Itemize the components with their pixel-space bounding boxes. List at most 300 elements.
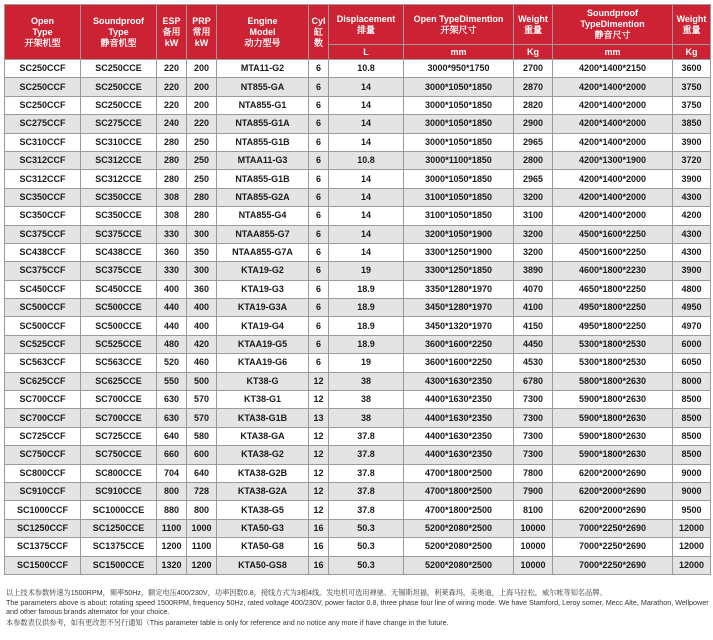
- soundproof-dimension-cell: 5900*1800*2630: [553, 409, 673, 427]
- esp-cell: 630: [157, 409, 187, 427]
- soundproof-weight-cell: 3900: [673, 262, 711, 280]
- cylinders-cell: 12: [309, 446, 329, 464]
- open-dimension-cell: 3000*1100*1850: [404, 151, 514, 169]
- open-type-cell: SC910CCF: [5, 482, 81, 500]
- displacement-cell: 37.8: [329, 427, 404, 445]
- prp-cell: 600: [187, 446, 217, 464]
- displacement-cell: 18.9: [329, 317, 404, 335]
- open-type-cell: SC250CCF: [5, 60, 81, 78]
- soundproof-type-cell: SC700CCE: [81, 391, 157, 409]
- displacement-cell: 37.8: [329, 464, 404, 482]
- table-row: [5, 280, 711, 298]
- cylinders-cell: 12: [309, 501, 329, 519]
- soundproof-dimension-cell: 4500*1600*2250: [553, 243, 673, 261]
- esp-cell: 330: [157, 262, 187, 280]
- engine-model-cell: NTA855-G1A: [217, 115, 309, 133]
- esp-cell: 440: [157, 299, 187, 317]
- prp-cell: 250: [187, 170, 217, 188]
- soundproof-dimension-cell: 4950*1800*2250: [553, 299, 673, 317]
- soundproof-type-cell: SC625CCE: [81, 372, 157, 390]
- soundproof-weight-cell: 3600: [673, 60, 711, 78]
- table-row: [5, 446, 711, 464]
- soundproof-dimension-cell: 4200*1400*2000: [553, 133, 673, 151]
- prp-cell: 250: [187, 133, 217, 151]
- open-dimension-cell: 4400*1630*2350: [404, 427, 514, 445]
- header-soundproof-dimension: Soundproof TypeDimention 静音尺寸: [553, 5, 673, 45]
- soundproof-type-cell: SC910CCE: [81, 482, 157, 500]
- prp-cell: 640: [187, 464, 217, 482]
- cylinders-cell: 6: [309, 151, 329, 169]
- open-weight-cell: 7900: [514, 482, 553, 500]
- table-row: [5, 243, 711, 261]
- displacement-cell: 37.8: [329, 482, 404, 500]
- displacement-cell: 10.8: [329, 151, 404, 169]
- open-type-cell: SC375CCF: [5, 262, 81, 280]
- soundproof-weight-cell: 4300: [673, 243, 711, 261]
- open-dimension-cell: 3100*1050*1850: [404, 207, 514, 225]
- header-soundproof-weight: Weight 重量: [673, 5, 711, 45]
- displacement-cell: 38: [329, 409, 404, 427]
- table-row: [5, 262, 711, 280]
- soundproof-weight-cell: 12000: [673, 538, 711, 556]
- esp-cell: 1100: [157, 519, 187, 537]
- prp-cell: 200: [187, 78, 217, 96]
- header-cylinders: Cyl 缸 数: [309, 5, 329, 60]
- esp-cell: 550: [157, 372, 187, 390]
- engine-model-cell: NTAA855-G7A: [217, 243, 309, 261]
- engine-model-cell: NTA855-G1: [217, 96, 309, 114]
- open-type-cell: SC250CCF: [5, 78, 81, 96]
- soundproof-dimension-cell: 4200*1300*1900: [553, 151, 673, 169]
- engine-model-cell: NTA855-G4: [217, 207, 309, 225]
- cylinders-cell: 12: [309, 464, 329, 482]
- table-row: [5, 427, 711, 445]
- soundproof-type-cell: SC250CCE: [81, 96, 157, 114]
- open-weight-cell: 4530: [514, 354, 553, 372]
- open-type-cell: SC375CCF: [5, 225, 81, 243]
- open-dimension-cell: 4700*1800*2500: [404, 464, 514, 482]
- table-row: [5, 335, 711, 353]
- table-row: [5, 299, 711, 317]
- open-dimension-cell: 3600*1600*2250: [404, 335, 514, 353]
- prp-cell: 360: [187, 280, 217, 298]
- spec-table-body: [5, 60, 711, 575]
- esp-cell: 1200: [157, 538, 187, 556]
- table-row: [5, 78, 711, 96]
- note-chinese-parameters: 以上技术参数转速为1500RPM，频率50Hz，额定电压400/230V，功率因数0.8，接线方式为3相4线。发电机可选用禅驰、无锡斯坦福，利莱森玛，美奥迪，上海马拉松，威尔帐等知名品牌。: [6, 588, 607, 597]
- open-weight-cell: 2965: [514, 170, 553, 188]
- open-type-cell: SC563CCF: [5, 354, 81, 372]
- cylinders-cell: 12: [309, 391, 329, 409]
- esp-cell: 220: [157, 96, 187, 114]
- cylinders-cell: 12: [309, 482, 329, 500]
- displacement-cell: 50.3: [329, 519, 404, 537]
- open-type-cell: SC310CCF: [5, 133, 81, 151]
- header-engine-model: Engine Model 动力型号: [217, 5, 309, 60]
- open-weight-cell: 10000: [514, 538, 553, 556]
- table-row: [5, 482, 711, 500]
- displacement-cell: 19: [329, 354, 404, 372]
- soundproof-type-cell: SC312CCE: [81, 151, 157, 169]
- table-row: [5, 501, 711, 519]
- displacement-cell: 14: [329, 133, 404, 151]
- esp-cell: 880: [157, 501, 187, 519]
- soundproof-weight-cell: 8500: [673, 446, 711, 464]
- prp-cell: 800: [187, 501, 217, 519]
- prp-cell: 280: [187, 207, 217, 225]
- displacement-cell: 38: [329, 391, 404, 409]
- cylinders-cell: 6: [309, 262, 329, 280]
- open-dimension-cell: 4400*1630*2350: [404, 446, 514, 464]
- soundproof-dimension-cell: 4200*1400*2000: [553, 170, 673, 188]
- engine-model-cell: MTAA11-G3: [217, 151, 309, 169]
- soundproof-weight-cell: 4970: [673, 317, 711, 335]
- prp-cell: 200: [187, 96, 217, 114]
- open-type-cell: SC438CCF: [5, 243, 81, 261]
- esp-cell: 280: [157, 133, 187, 151]
- open-dimension-cell: 3350*1280*1970: [404, 280, 514, 298]
- open-type-cell: SC250CCF: [5, 96, 81, 114]
- displacement-cell: 14: [329, 170, 404, 188]
- soundproof-dimension-cell: 4200*1400*2000: [553, 188, 673, 206]
- prp-cell: 570: [187, 391, 217, 409]
- table-row: [5, 170, 711, 188]
- prp-cell: 300: [187, 262, 217, 280]
- soundproof-dimension-cell: 7000*2250*2690: [553, 556, 673, 574]
- open-type-cell: SC275CCF: [5, 115, 81, 133]
- open-weight-cell: 7300: [514, 427, 553, 445]
- displacement-cell: 18.9: [329, 335, 404, 353]
- open-dimension-cell: 3600*1600*2250: [404, 354, 514, 372]
- open-weight-cell: 7300: [514, 409, 553, 427]
- esp-cell: 308: [157, 188, 187, 206]
- prp-cell: 500: [187, 372, 217, 390]
- esp-cell: 280: [157, 151, 187, 169]
- cylinders-cell: 6: [309, 60, 329, 78]
- header-open-type: Open Type 开架机型: [5, 5, 81, 60]
- soundproof-type-cell: SC1500CCE: [81, 556, 157, 574]
- soundproof-weight-cell: 6000: [673, 335, 711, 353]
- cylinders-cell: 16: [309, 519, 329, 537]
- table-row: [5, 372, 711, 390]
- open-weight-cell: 3200: [514, 188, 553, 206]
- open-type-cell: SC1500CCF: [5, 556, 81, 574]
- displacement-cell: 14: [329, 78, 404, 96]
- header-prp: PRP 常用 kW: [187, 5, 217, 60]
- open-weight-cell: 4070: [514, 280, 553, 298]
- open-dimension-cell: 4400*1630*2350: [404, 409, 514, 427]
- soundproof-type-cell: SC563CCE: [81, 354, 157, 372]
- open-weight-cell: 7300: [514, 391, 553, 409]
- soundproof-dimension-cell: 4600*1800*2230: [553, 262, 673, 280]
- open-dimension-cell: 3450*1280*1970: [404, 299, 514, 317]
- soundproof-weight-cell: 8500: [673, 427, 711, 445]
- open-type-cell: SC725CCF: [5, 427, 81, 445]
- open-type-cell: SC500CCF: [5, 317, 81, 335]
- unit-displacement: L: [329, 45, 404, 60]
- soundproof-dimension-cell: 5800*1800*2630: [553, 372, 673, 390]
- open-weight-cell: 2870: [514, 78, 553, 96]
- cylinders-cell: 12: [309, 372, 329, 390]
- engine-model-cell: KTA38-GA: [217, 427, 309, 445]
- esp-cell: 480: [157, 335, 187, 353]
- displacement-cell: 37.8: [329, 446, 404, 464]
- prp-cell: 350: [187, 243, 217, 261]
- soundproof-weight-cell: 3850: [673, 115, 711, 133]
- open-weight-cell: 2800: [514, 151, 553, 169]
- table-row: [5, 96, 711, 114]
- engine-model-cell: NT855-GA: [217, 78, 309, 96]
- open-dimension-cell: 3000*950*1750: [404, 60, 514, 78]
- open-dimension-cell: 4400*1630*2350: [404, 391, 514, 409]
- soundproof-type-cell: SC375CCE: [81, 262, 157, 280]
- soundproof-weight-cell: 3720: [673, 151, 711, 169]
- esp-cell: 440: [157, 317, 187, 335]
- soundproof-dimension-cell: 6200*2000*2690: [553, 482, 673, 500]
- soundproof-dimension-cell: 4950*1800*2250: [553, 317, 673, 335]
- open-type-cell: SC312CCF: [5, 170, 81, 188]
- esp-cell: 280: [157, 170, 187, 188]
- soundproof-type-cell: SC312CCE: [81, 170, 157, 188]
- soundproof-type-cell: SC450CCE: [81, 280, 157, 298]
- soundproof-type-cell: SC250CCE: [81, 78, 157, 96]
- esp-cell: 220: [157, 78, 187, 96]
- open-type-cell: SC700CCF: [5, 391, 81, 409]
- table-row: [5, 556, 711, 574]
- open-type-cell: SC350CCF: [5, 207, 81, 225]
- esp-cell: 660: [157, 446, 187, 464]
- open-weight-cell: 4450: [514, 335, 553, 353]
- esp-cell: 630: [157, 391, 187, 409]
- cylinders-cell: 16: [309, 556, 329, 574]
- prp-cell: 220: [187, 115, 217, 133]
- cylinders-cell: 6: [309, 207, 329, 225]
- soundproof-dimension-cell: 4200*1400*2150: [553, 60, 673, 78]
- displacement-cell: 14: [329, 243, 404, 261]
- header-open-weight: Weight 重量: [514, 5, 553, 45]
- soundproof-dimension-cell: 7000*2250*2690: [553, 519, 673, 537]
- soundproof-weight-cell: 4950: [673, 299, 711, 317]
- cylinders-cell: 12: [309, 427, 329, 445]
- engine-model-cell: KTAA19-G6: [217, 354, 309, 372]
- soundproof-type-cell: SC1375CCE: [81, 538, 157, 556]
- soundproof-dimension-cell: 5900*1800*2630: [553, 427, 673, 445]
- open-weight-cell: 10000: [514, 556, 553, 574]
- open-type-cell: SC525CCF: [5, 335, 81, 353]
- displacement-cell: 14: [329, 207, 404, 225]
- engine-model-cell: KTA38-G2A: [217, 482, 309, 500]
- soundproof-type-cell: SC250CCE: [81, 60, 157, 78]
- displacement-cell: 18.9: [329, 299, 404, 317]
- open-weight-cell: 6780: [514, 372, 553, 390]
- open-dimension-cell: 5200*2080*2500: [404, 538, 514, 556]
- table-row: [5, 133, 711, 151]
- table-row: [5, 115, 711, 133]
- open-dimension-cell: 3300*1250*1900: [404, 243, 514, 261]
- open-weight-cell: 10000: [514, 519, 553, 537]
- engine-model-cell: KTAA19-G5: [217, 335, 309, 353]
- prp-cell: 460: [187, 354, 217, 372]
- esp-cell: 640: [157, 427, 187, 445]
- cylinders-cell: 6: [309, 115, 329, 133]
- esp-cell: 1320: [157, 556, 187, 574]
- soundproof-type-cell: SC310CCE: [81, 133, 157, 151]
- soundproof-weight-cell: 3750: [673, 96, 711, 114]
- open-weight-cell: 7300: [514, 446, 553, 464]
- open-type-cell: SC625CCF: [5, 372, 81, 390]
- open-dimension-cell: 4700*1800*2500: [404, 482, 514, 500]
- cylinders-cell: 6: [309, 225, 329, 243]
- soundproof-dimension-cell: 4500*1600*2250: [553, 225, 673, 243]
- open-dimension-cell: 3200*1050*1900: [404, 225, 514, 243]
- prp-cell: 280: [187, 188, 217, 206]
- open-weight-cell: 2900: [514, 115, 553, 133]
- open-type-cell: SC1375CCF: [5, 538, 81, 556]
- displacement-cell: 18.9: [329, 280, 404, 298]
- header-row: [5, 5, 711, 45]
- engine-model-cell: NTA855-G2A: [217, 188, 309, 206]
- open-weight-cell: 3100: [514, 207, 553, 225]
- engine-model-cell: KTA50-G8: [217, 538, 309, 556]
- engine-model-cell: KTA38-G2: [217, 446, 309, 464]
- esp-cell: 308: [157, 207, 187, 225]
- cylinders-cell: 16: [309, 538, 329, 556]
- soundproof-type-cell: SC350CCE: [81, 188, 157, 206]
- soundproof-weight-cell: 8500: [673, 409, 711, 427]
- table-row: [5, 391, 711, 409]
- engine-model-cell: KTA19-G4: [217, 317, 309, 335]
- prp-cell: 1100: [187, 538, 217, 556]
- soundproof-dimension-cell: 7000*2250*2690: [553, 538, 673, 556]
- table-row: [5, 538, 711, 556]
- soundproof-dimension-cell: 5900*1800*2630: [553, 446, 673, 464]
- prp-cell: 420: [187, 335, 217, 353]
- displacement-cell: 14: [329, 115, 404, 133]
- soundproof-dimension-cell: 5300*1800*2530: [553, 335, 673, 353]
- soundproof-type-cell: SC750CCE: [81, 446, 157, 464]
- open-type-cell: SC350CCF: [5, 188, 81, 206]
- unit-soundproof-dimension: mm: [553, 45, 673, 60]
- open-type-cell: SC450CCF: [5, 280, 81, 298]
- displacement-cell: 50.3: [329, 556, 404, 574]
- cylinders-cell: 13: [309, 409, 329, 427]
- open-dimension-cell: 3000*1050*1850: [404, 170, 514, 188]
- open-dimension-cell: 5200*2080*2500: [404, 556, 514, 574]
- open-dimension-cell: 3100*1050*1850: [404, 188, 514, 206]
- esp-cell: 704: [157, 464, 187, 482]
- table-row: [5, 60, 711, 78]
- engine-model-cell: KTA50-G3: [217, 519, 309, 537]
- soundproof-weight-cell: 3750: [673, 78, 711, 96]
- soundproof-dimension-cell: 6200*2000*2690: [553, 501, 673, 519]
- cylinders-cell: 6: [309, 280, 329, 298]
- note-disclaimer: 本参数表仅供参考，如有更改恕不另行通知（This parameter table is only for reference and no notice any more if have change in the future.: [6, 618, 449, 627]
- soundproof-type-cell: SC275CCE: [81, 115, 157, 133]
- open-weight-cell: 4100: [514, 299, 553, 317]
- cylinders-cell: 6: [309, 78, 329, 96]
- engine-model-cell: KTA50-GS8: [217, 556, 309, 574]
- cylinders-cell: 6: [309, 317, 329, 335]
- soundproof-weight-cell: 4800: [673, 280, 711, 298]
- soundproof-weight-cell: 3900: [673, 133, 711, 151]
- displacement-cell: 14: [329, 225, 404, 243]
- engine-model-cell: KTA38-G2B: [217, 464, 309, 482]
- open-type-cell: SC800CCF: [5, 464, 81, 482]
- cylinders-cell: 6: [309, 170, 329, 188]
- prp-cell: 1200: [187, 556, 217, 574]
- open-type-cell: SC500CCF: [5, 299, 81, 317]
- soundproof-type-cell: SC438CCE: [81, 243, 157, 261]
- displacement-cell: 38: [329, 372, 404, 390]
- unit-soundproof-weight: Kg: [673, 45, 711, 60]
- engine-model-cell: KT38-G: [217, 372, 309, 390]
- header-displacement: Displacement 排量: [329, 5, 404, 45]
- open-weight-cell: 2820: [514, 96, 553, 114]
- soundproof-dimension-cell: 4200*1400*2000: [553, 78, 673, 96]
- engine-model-cell: MTA11-G2: [217, 60, 309, 78]
- soundproof-type-cell: SC350CCE: [81, 207, 157, 225]
- soundproof-weight-cell: 4300: [673, 225, 711, 243]
- esp-cell: 220: [157, 60, 187, 78]
- header-soundproof-type: Soundproof Type 静音机型: [81, 5, 157, 60]
- engine-model-cell: KTA19-G2: [217, 262, 309, 280]
- esp-cell: 360: [157, 243, 187, 261]
- engine-model-cell: KTA38-G1B: [217, 409, 309, 427]
- soundproof-weight-cell: 3900: [673, 170, 711, 188]
- cylinders-cell: 6: [309, 243, 329, 261]
- engine-model-cell: KTA19-G3A: [217, 299, 309, 317]
- note-english-parameters: The parameters above is about: rotating speed 1500RPM, frequency 50Hz, rated voltage 400/230V, power factor 0.8, three phase four line of wiring mode. We have Stamford, Leroy somer, Mecc Alte, Marathon, Wellpower and other famous brands alternator for your choice.: [6, 598, 709, 616]
- table-row: [5, 464, 711, 482]
- open-weight-cell: 2965: [514, 133, 553, 151]
- table-row: [5, 519, 711, 537]
- table-row: [5, 188, 711, 206]
- engine-model-cell: NTAA855-G7: [217, 225, 309, 243]
- cylinders-cell: 6: [309, 299, 329, 317]
- header-open-dimension: Open TypeDimention 开架尺寸: [404, 5, 514, 45]
- displacement-cell: 50.3: [329, 538, 404, 556]
- soundproof-weight-cell: 4300: [673, 188, 711, 206]
- open-type-cell: SC1250CCF: [5, 519, 81, 537]
- soundproof-dimension-cell: 5900*1800*2630: [553, 391, 673, 409]
- soundproof-type-cell: SC725CCE: [81, 427, 157, 445]
- soundproof-dimension-cell: 4650*1800*2250: [553, 280, 673, 298]
- engine-model-cell: KTA19-G3: [217, 280, 309, 298]
- prp-cell: 728: [187, 482, 217, 500]
- open-dimension-cell: 5200*2080*2500: [404, 519, 514, 537]
- soundproof-weight-cell: 6050: [673, 354, 711, 372]
- esp-cell: 400: [157, 280, 187, 298]
- soundproof-dimension-cell: 4200*1400*2000: [553, 96, 673, 114]
- soundproof-weight-cell: 4200: [673, 207, 711, 225]
- open-weight-cell: 3890: [514, 262, 553, 280]
- soundproof-weight-cell: 12000: [673, 519, 711, 537]
- table-row: [5, 207, 711, 225]
- cylinders-cell: 6: [309, 354, 329, 372]
- open-dimension-cell: 3300*1250*1850: [404, 262, 514, 280]
- open-type-cell: SC700CCF: [5, 409, 81, 427]
- unit-open-weight: Kg: [514, 45, 553, 60]
- soundproof-weight-cell: 12000: [673, 556, 711, 574]
- engine-model-cell: NTA855-G1B: [217, 170, 309, 188]
- soundproof-type-cell: SC1250CCE: [81, 519, 157, 537]
- open-weight-cell: 3200: [514, 225, 553, 243]
- open-type-cell: SC750CCF: [5, 446, 81, 464]
- esp-cell: 520: [157, 354, 187, 372]
- open-weight-cell: 2700: [514, 60, 553, 78]
- soundproof-dimension-cell: 6200*2000*2690: [553, 464, 673, 482]
- table-row: [5, 225, 711, 243]
